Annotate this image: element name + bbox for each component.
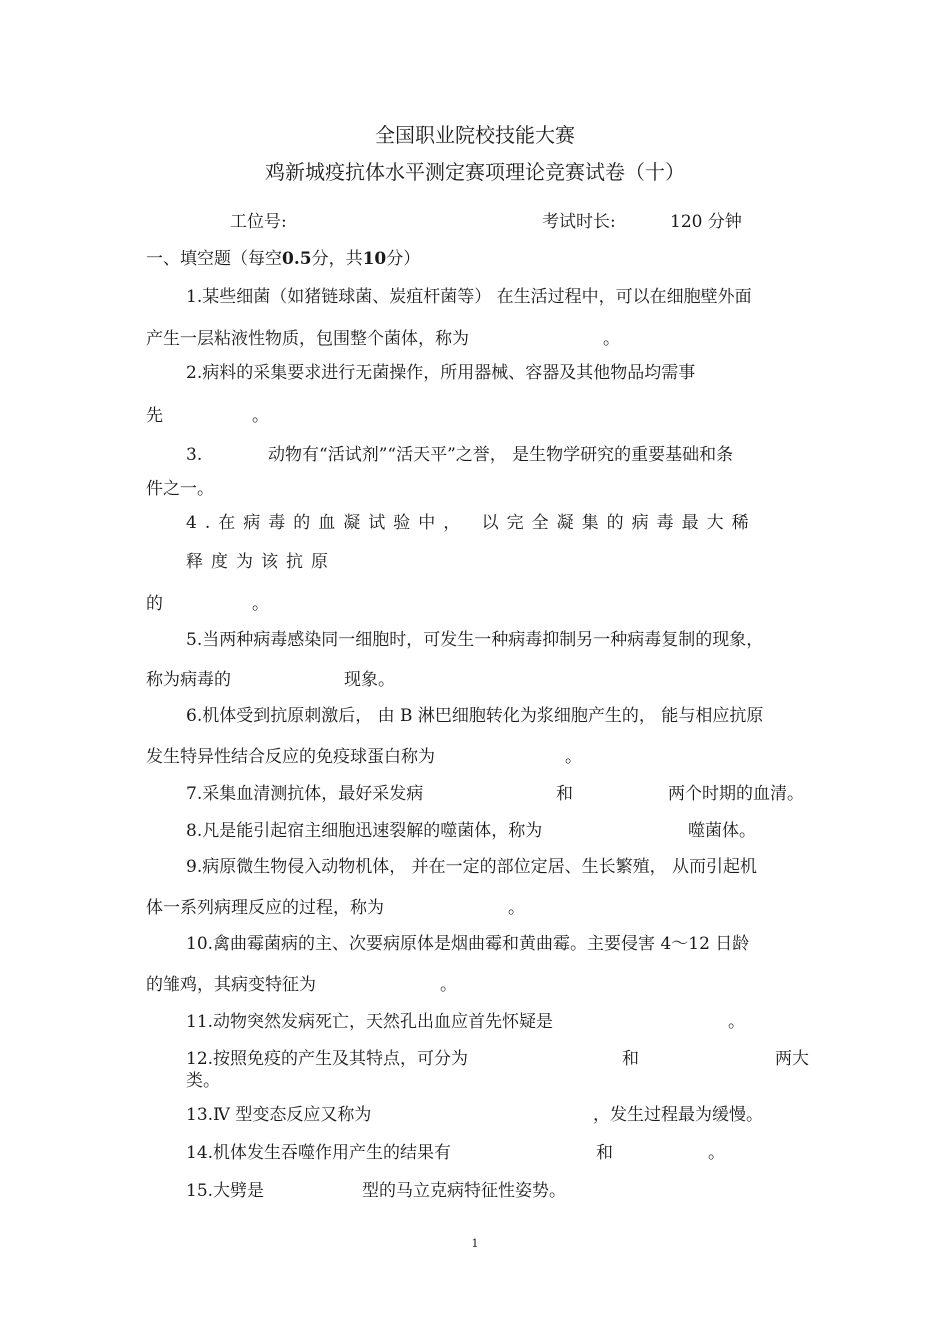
question-13-line1: 13.Ⅳ 型变态反应又称为	[186, 1105, 372, 1125]
question-10-line1: 10.禽曲霉菌病的主、次要病原体是烟曲霉和黄曲霉。主要侵害 4～12 日龄	[186, 934, 750, 954]
exam-subtitle: 鸡新城疫抗体水平测定赛项理论竞赛试卷（十）	[265, 160, 685, 184]
question-15-end: 型的马立克病特征性姿势。	[362, 1181, 566, 1201]
score-total: 10	[362, 249, 387, 269]
question-1-line1: 1.某些细菌（如猪链球菌、炭疽杆菌等） 在生活过程中，可以在细胞壁外面	[186, 287, 752, 307]
question-2-line1: 2.病料的采集要求进行无菌操作，所用器械、容器及其他物品均需事	[186, 363, 696, 383]
question-2-end: 。	[252, 406, 269, 426]
question-10-line2: 的雏鸡，其病变特征为	[146, 975, 316, 995]
question-1-end: 。	[603, 329, 620, 349]
question-3-line2: 件之一。	[146, 479, 214, 499]
question-8-end: 噬菌体。	[688, 821, 756, 841]
question-10-end: 。	[440, 975, 457, 995]
question-13-end: ，发生过程最为缓慢。	[593, 1105, 763, 1125]
question-9-line1: 9.病原微生物侵入动物机体， 并在一定的部位定居、生长繁殖， 从而引起机	[186, 857, 758, 877]
question-4-end: 。	[252, 594, 269, 614]
question-1-line2: 产生一层粘液性物质，包围整个菌体，称为	[146, 329, 469, 349]
question-14-and: 和	[596, 1143, 613, 1163]
question-7-and: 和	[556, 784, 573, 804]
duration-label: 考试时长:	[542, 212, 616, 232]
section-heading-mid: 分，共	[311, 249, 363, 269]
question-12-tail: 两大	[775, 1049, 809, 1069]
question-4-line3: 的	[146, 594, 163, 614]
score-each: 0.5	[282, 249, 312, 269]
question-6-line2: 发生特异性结合反应的免疫球蛋白称为	[146, 747, 435, 767]
section-heading-pre: 一、填空题（每空	[146, 249, 282, 269]
question-3-number: 3.	[186, 445, 203, 465]
question-6-end: 。	[565, 747, 582, 767]
question-9-end: 。	[508, 898, 525, 918]
duration-value: 120 分钟	[670, 212, 742, 232]
question-8-line1: 8.凡是能引起宿主细胞迅速裂解的噬菌体，称为	[186, 821, 543, 841]
page-number: 1	[471, 1237, 479, 1250]
question-5-end: 现象。	[344, 670, 395, 690]
section-heading-post: 分）	[386, 249, 421, 269]
exam-title: 全国职业院校技能大赛	[375, 123, 575, 147]
question-2-line2: 先	[146, 406, 163, 426]
question-14-end: 。	[708, 1143, 725, 1163]
question-11-end: 。	[728, 1012, 745, 1032]
section-heading	[146, 249, 420, 269]
question-4-line1: 4.在病毒的血凝试验中， 以完全凝集的病毒最大稀	[186, 513, 757, 533]
question-12-line2: 类。	[186, 1071, 220, 1091]
question-11-line1: 11.动物突然发病死亡，天然孔出血应首先怀疑是	[186, 1012, 554, 1032]
question-14-line1: 14.机体发生吞噬作用产生的结果有	[186, 1143, 452, 1163]
question-4-line2: 释度为该抗原	[186, 552, 336, 572]
question-7-line1: 7.采集血清测抗体，最好采发病	[186, 784, 424, 804]
question-9-line2: 体一系列病理反应的过程，称为	[146, 898, 384, 918]
question-5-line1: 5.当两种病毒感染同一细胞时，可发生一种病毒抑制另一种病毒复制的现象，	[186, 630, 764, 650]
question-6-line1: 6.机体受到抗原刺激后， 由 B 淋巴细胞转化为浆细胞产生的， 能与相应抗原	[186, 706, 764, 726]
question-5-line2: 称为病毒的	[146, 670, 231, 690]
question-15-line1: 15.大劈是	[186, 1181, 265, 1201]
question-12-line1: 12.按照免疫的产生及其特点，可分为	[186, 1049, 469, 1069]
question-7-end: 两个时期的血清。	[668, 784, 804, 804]
question-3-line1: 动物有“活试剂”“活天平”之誉， 是生物学研究的重要基础和条	[268, 445, 734, 465]
question-12-and: 和	[622, 1049, 639, 1069]
station-label: 工位号:	[230, 212, 287, 232]
